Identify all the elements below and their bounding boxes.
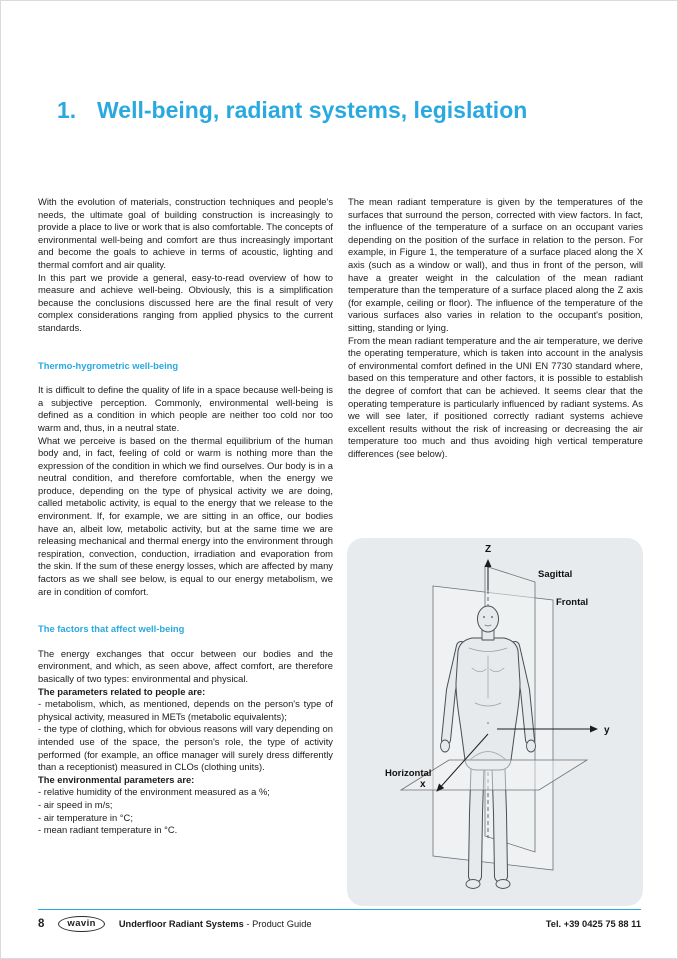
wavin-logo: wavin xyxy=(58,916,104,932)
document-title xyxy=(119,919,312,929)
left-foot xyxy=(466,880,480,889)
right-foot xyxy=(496,880,510,889)
body-paragraph: From the mean radiant temperature and the air temperature, we derive the operating temperature, which is taken into account in the analysis of environmental comfort defined in the UNI EN 7730 standard where, based on this temperature and other factors, it is possible to establish the degree of comfort that can be achieved. It seems clear that the operating temperature is particularly influenced by radiant systems. As we will see later, if positioned correctly radiant systems achieve excellent results without the risk of increasing or decreasing the air temperature too much and thus avoiding high vertical temperature differences (see below). xyxy=(348,334,643,459)
frontal-plane-label: Frontal xyxy=(556,597,589,608)
intro-paragraph: In this part we provide a general, easy-to-read overview of how to measure and achieve well-being. Obviously, this is a simplification because the conclusions discussed here are the final result of very complex considerations ranging from applied physics to the current standards. xyxy=(38,271,333,333)
right-hand xyxy=(527,740,536,752)
list-item: - relative humidity of the environment measured as a %; xyxy=(38,786,270,798)
section-title-text: Well-being, radiant systems, legislation xyxy=(97,97,528,123)
people-parameters-label: The parameters related to people are: xyxy=(38,685,206,697)
anatomical-planes-figure xyxy=(347,538,643,906)
body-paragraph: The energy exchanges that occur between our bodies and the environment, and which, as seen above, affect comfort, are therefore basically of two types: environmental and physical. xyxy=(38,647,333,684)
section-heading-factors: The factors that affect well-being xyxy=(38,623,185,635)
list-item: - the type of clothing, which for obvious reasons will vary depending on intended use of the space, the person's role, the type of activity performed (for example, an office manager will surely dress differently than a receptionist) measured in CLOs (clothing units). xyxy=(38,723,333,773)
page-number: 8 xyxy=(38,918,45,930)
sagittal-plane-label: Sagittal xyxy=(538,569,573,580)
list-item: - metabolism, which, as mentioned, depends on the person's type of physical activity, measured in METs (metabolic equivalents); xyxy=(38,698,333,722)
horizontal-plane-label: Horizontal xyxy=(385,768,432,779)
body-paragraph: It is difficult to define the quality of life in a space because well-being is a subjective perception. Commonly, environmental well-being is defined as a condition in which people are neither too cold nor too warm and, thus, in a neutral state. xyxy=(38,384,333,433)
figure-svg xyxy=(347,538,643,906)
list-item: - air speed in m/s; xyxy=(38,798,113,810)
left-hand xyxy=(441,740,450,752)
document-title-bold: Underfloor Radiant Systems xyxy=(118,919,244,929)
environmental-parameters-label: The environmental parameters are: xyxy=(38,773,195,785)
page-title xyxy=(57,97,527,124)
page-footer xyxy=(38,909,641,932)
list-item: - air temperature in °C; xyxy=(38,811,133,823)
y-axis-label: y xyxy=(604,725,610,736)
body-paragraph: What we perceive is based on the thermal equilibrium of the human body and, in fact, feeling of cold or warm is nothing more than the expression of the condition in which we find ourselves. Our body is in a neutral condition, and therefore comfortable, when the energy we produce, depending on the type of physical activity we are doing, called metabolic activity, is equal to the energy that we release to the environment. If, for example, we are sitting in an office, our bodies have an, albeit low, metabolic activity, but at the same time we are releasing mechanical and thermal energy into the environment through respiration, convection, conduction, irradiation and evaporation from the skin. If the sum of these energy losses, which are affected by many factors as we shall see below, is equal to our energy metabolism, we are in condition of comfort. xyxy=(38,434,333,597)
z-axis-label: Z xyxy=(484,544,492,555)
body-paragraph: The mean radiant temperature is given by the temperatures of the surfaces that surround the person, corrected with view factors. In fact, the influence of the temperature of a surface on an occupant varies depending on the position of the surface in relation to the person. For example, in Figure 1, the temperature of a surface placed along the X axis (such as a window or wall), and thus in front of the person, will have a greater weight in the calculation of the mean radiant temperature than the temperature of a surface placed along the Z axis (for example, ceiling or floor). The influence of the temperature of the various surfaces also varies in relation to the occupant's position, sitting, standing or lying. xyxy=(348,196,643,333)
head xyxy=(478,606,499,632)
left-column xyxy=(38,196,333,837)
section-heading-thermo-hygrometric: Thermo-hygrometric well-being xyxy=(38,359,179,371)
x-axis-label: x xyxy=(420,779,426,790)
list-item: - mean radiant temperature in °C. xyxy=(38,824,178,836)
intro-paragraph: With the evolution of materials, construction techniques and people's needs, the ultimate goal of building construction is increasingly to provide a place to live or work that is also comfortable. The concepts of environmental well-being and comfort are thus increasingly important and become the goals to achieve in terms of acoustic, lighting and thermal comfort and air quality. xyxy=(38,196,333,270)
phone-number: Tel. +39 0425 75 88 11 xyxy=(545,919,641,929)
section-number: 1. xyxy=(57,97,77,123)
document-title-rest: - Product Guide xyxy=(243,919,312,929)
